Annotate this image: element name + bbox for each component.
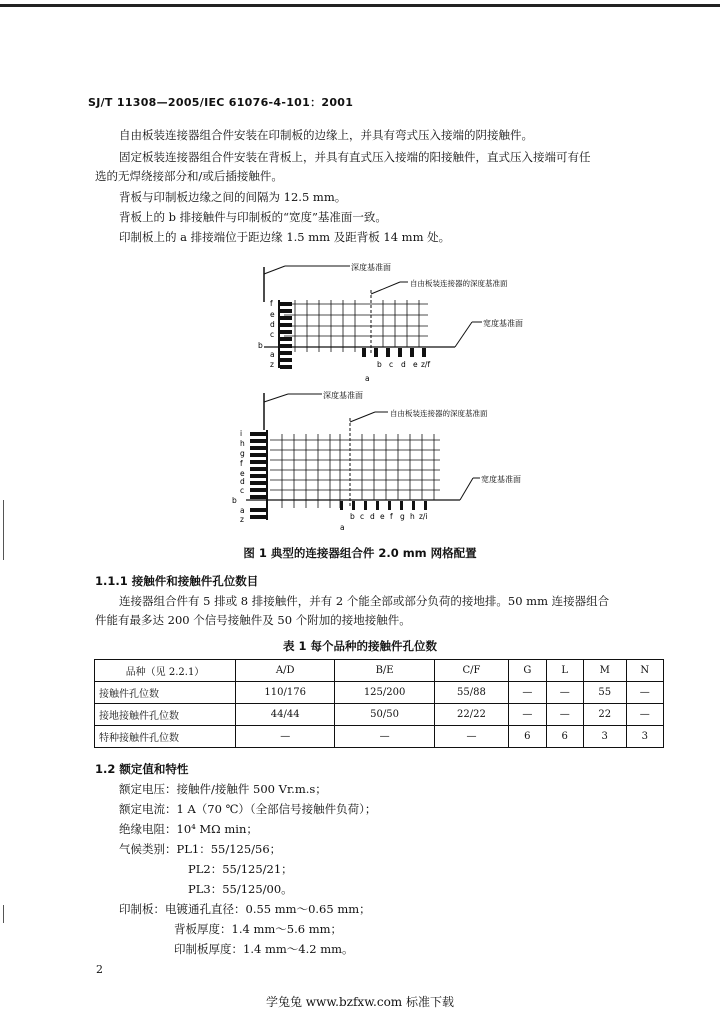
- row-letter: b: [258, 341, 263, 350]
- row-letter: f: [270, 299, 273, 308]
- figure-caption: 图 1 典型的连接器组合件 2.0 mm 网格配置: [243, 546, 477, 560]
- table-cell: 22/22: [434, 704, 508, 726]
- width-datum-label: 宽度基准面: [483, 319, 523, 328]
- paragraph: 背板与印制板边缘之间的间隔为 12.5 mm。: [119, 190, 347, 204]
- depth-datum-label: 深度基准面: [323, 391, 363, 400]
- a-label: a: [340, 523, 345, 532]
- row-letter: h: [240, 439, 245, 448]
- table-cell: —: [546, 682, 583, 704]
- row-letter: e: [240, 469, 245, 478]
- width-datum-label: 宽度基准面: [481, 475, 521, 484]
- table-row: [95, 704, 664, 726]
- row-letter: z: [270, 360, 274, 369]
- table-cell: 接地接触件孔位数: [95, 704, 236, 726]
- spec-line: 额定电流：1 A（70 ℃）（全部信号接触件负荷）；: [119, 802, 377, 816]
- table-cell: —: [546, 704, 583, 726]
- row-letter: z: [240, 515, 244, 524]
- col-letter: f: [390, 512, 393, 521]
- spec-line: 额定电压：接触件/接触件 500 Vr.m.s；: [119, 782, 327, 796]
- row-letter: a: [270, 350, 275, 359]
- table-cell: —: [236, 726, 335, 748]
- row-letter: d: [240, 477, 245, 486]
- col-letter: e: [413, 360, 418, 369]
- row-letter: e: [270, 310, 275, 319]
- paragraph: 背板上的 b 排接触件与印制板的“宽度”基准面一致。: [119, 210, 387, 224]
- col-letter: b: [350, 512, 355, 521]
- connector-grid-figure-lower: [230, 388, 570, 533]
- table-header-cell: N: [626, 660, 663, 682]
- table-cell: 55: [583, 682, 626, 704]
- table-header-cell: A/D: [236, 660, 335, 682]
- table-cell: —: [626, 682, 663, 704]
- table-cell: 50/50: [335, 704, 434, 726]
- standard-header: SJ/T 11308—2005/IEC 61076-4-101：2001: [88, 96, 354, 109]
- table-row: [95, 726, 664, 748]
- table-cell: 特种接触件孔位数: [95, 726, 236, 748]
- row-letter: c: [270, 330, 275, 339]
- paragraph: 选的无焊绕接部分和/或后插接触件。: [95, 169, 283, 183]
- col-letter: b: [377, 360, 382, 369]
- table-cell: 22: [583, 704, 626, 726]
- section-heading: 1.1.1 接触件和接触件孔位数目: [95, 574, 259, 588]
- row-letter: i: [240, 429, 243, 438]
- table-cell: 3: [583, 726, 626, 748]
- col-letter: d: [370, 512, 375, 521]
- table-header-cell: B/E: [335, 660, 434, 682]
- spec-line: 印制板：电镀通孔直径：0.55 mm～0.65 mm；: [119, 902, 371, 916]
- table-cell: 6: [509, 726, 546, 748]
- table-header-cell: 品种（见 2.2.1）: [95, 660, 236, 682]
- free-depth-datum-label: 自由板装连接器的深度基准面: [410, 279, 508, 288]
- spec-line: PL3：55/125/00。: [188, 882, 293, 896]
- table-cell: 44/44: [236, 704, 335, 726]
- spec-line: 绝缘电阻：10⁴ MΩ min；: [119, 822, 258, 836]
- table-cell: —: [509, 704, 546, 726]
- row-letter: g: [240, 449, 245, 458]
- row-letter: b: [232, 496, 237, 505]
- paragraph: 固定板装连接器组合件安装在背板上，并具有直式压入接端的阳接触件，直式压入接端可有任: [119, 150, 591, 164]
- depth-datum-label: 深度基准面: [351, 263, 391, 272]
- paragraph: 连接器组合件有 5 排或 8 排接触件，并有 2 个能全部或部分负荷的接地排。50 mm 连接器组合: [119, 594, 610, 608]
- table-row: [95, 682, 664, 704]
- paragraph: 自由板装连接器组合件安装在印制板的边缘上，并具有弯式压入接端的阴接触件。: [119, 128, 533, 142]
- footer-watermark: 学兔兔 www.bzfxw.com 标准下载: [265, 995, 455, 1009]
- paragraph: 件能有最多达 200 个信号接触件及 50 个附加的接地接触件。: [95, 613, 411, 627]
- spec-line: 印制板厚度：1.4 mm～4.2 mm。: [174, 942, 354, 956]
- table-cell: —: [509, 682, 546, 704]
- binding-mark: [3, 905, 4, 923]
- a-label: a: [365, 374, 370, 383]
- page-number: 2: [96, 963, 103, 976]
- section-heading: 1.2 额定值和特性: [95, 762, 189, 776]
- table-cell: 接触件孔位数: [95, 682, 236, 704]
- table-cell: —: [335, 726, 434, 748]
- col-letter: h: [410, 512, 415, 521]
- spec-line: 背板厚度：1.4 mm～5.6 mm；: [174, 922, 343, 936]
- free-depth-datum-label: 自由板装连接器的深度基准面: [390, 409, 488, 418]
- col-letter: d: [401, 360, 406, 369]
- contact-count-table: [94, 659, 664, 748]
- table-cell: 125/200: [335, 682, 434, 704]
- table-cell: 110/176: [236, 682, 335, 704]
- table-header-cell: M: [583, 660, 626, 682]
- row-letter: c: [240, 486, 245, 495]
- table-cell: 6: [546, 726, 583, 748]
- table-cell: 3: [626, 726, 663, 748]
- table-cell: —: [626, 704, 663, 726]
- paragraph: 印制板上的 a 排接端位于距边缘 1.5 mm 及距背板 14 mm 处。: [119, 230, 451, 244]
- col-letter: z/f: [421, 360, 431, 369]
- col-letter: g: [400, 512, 405, 521]
- spec-line: PL2：55/125/21；: [188, 862, 293, 876]
- col-letter: z/i: [419, 512, 428, 521]
- table-cell: 55/88: [434, 682, 508, 704]
- col-letter: c: [389, 360, 394, 369]
- spec-line: 气候类别：PL1：55/125/56；: [119, 842, 282, 856]
- top-rule: [0, 4, 720, 7]
- row-letter: a: [240, 506, 245, 515]
- table-caption: 表 1 每个品种的接触件孔位数: [282, 639, 437, 653]
- col-letter: c: [360, 512, 365, 521]
- table-cell: —: [434, 726, 508, 748]
- connector-grid-figure-upper: [250, 262, 570, 387]
- table-header-cell: G: [509, 660, 546, 682]
- table-header-cell: L: [546, 660, 583, 682]
- row-letter: d: [270, 320, 275, 329]
- col-letter: e: [380, 512, 385, 521]
- table-header-cell: C/F: [434, 660, 508, 682]
- row-letter: f: [240, 459, 243, 468]
- table-header-row: [95, 660, 664, 682]
